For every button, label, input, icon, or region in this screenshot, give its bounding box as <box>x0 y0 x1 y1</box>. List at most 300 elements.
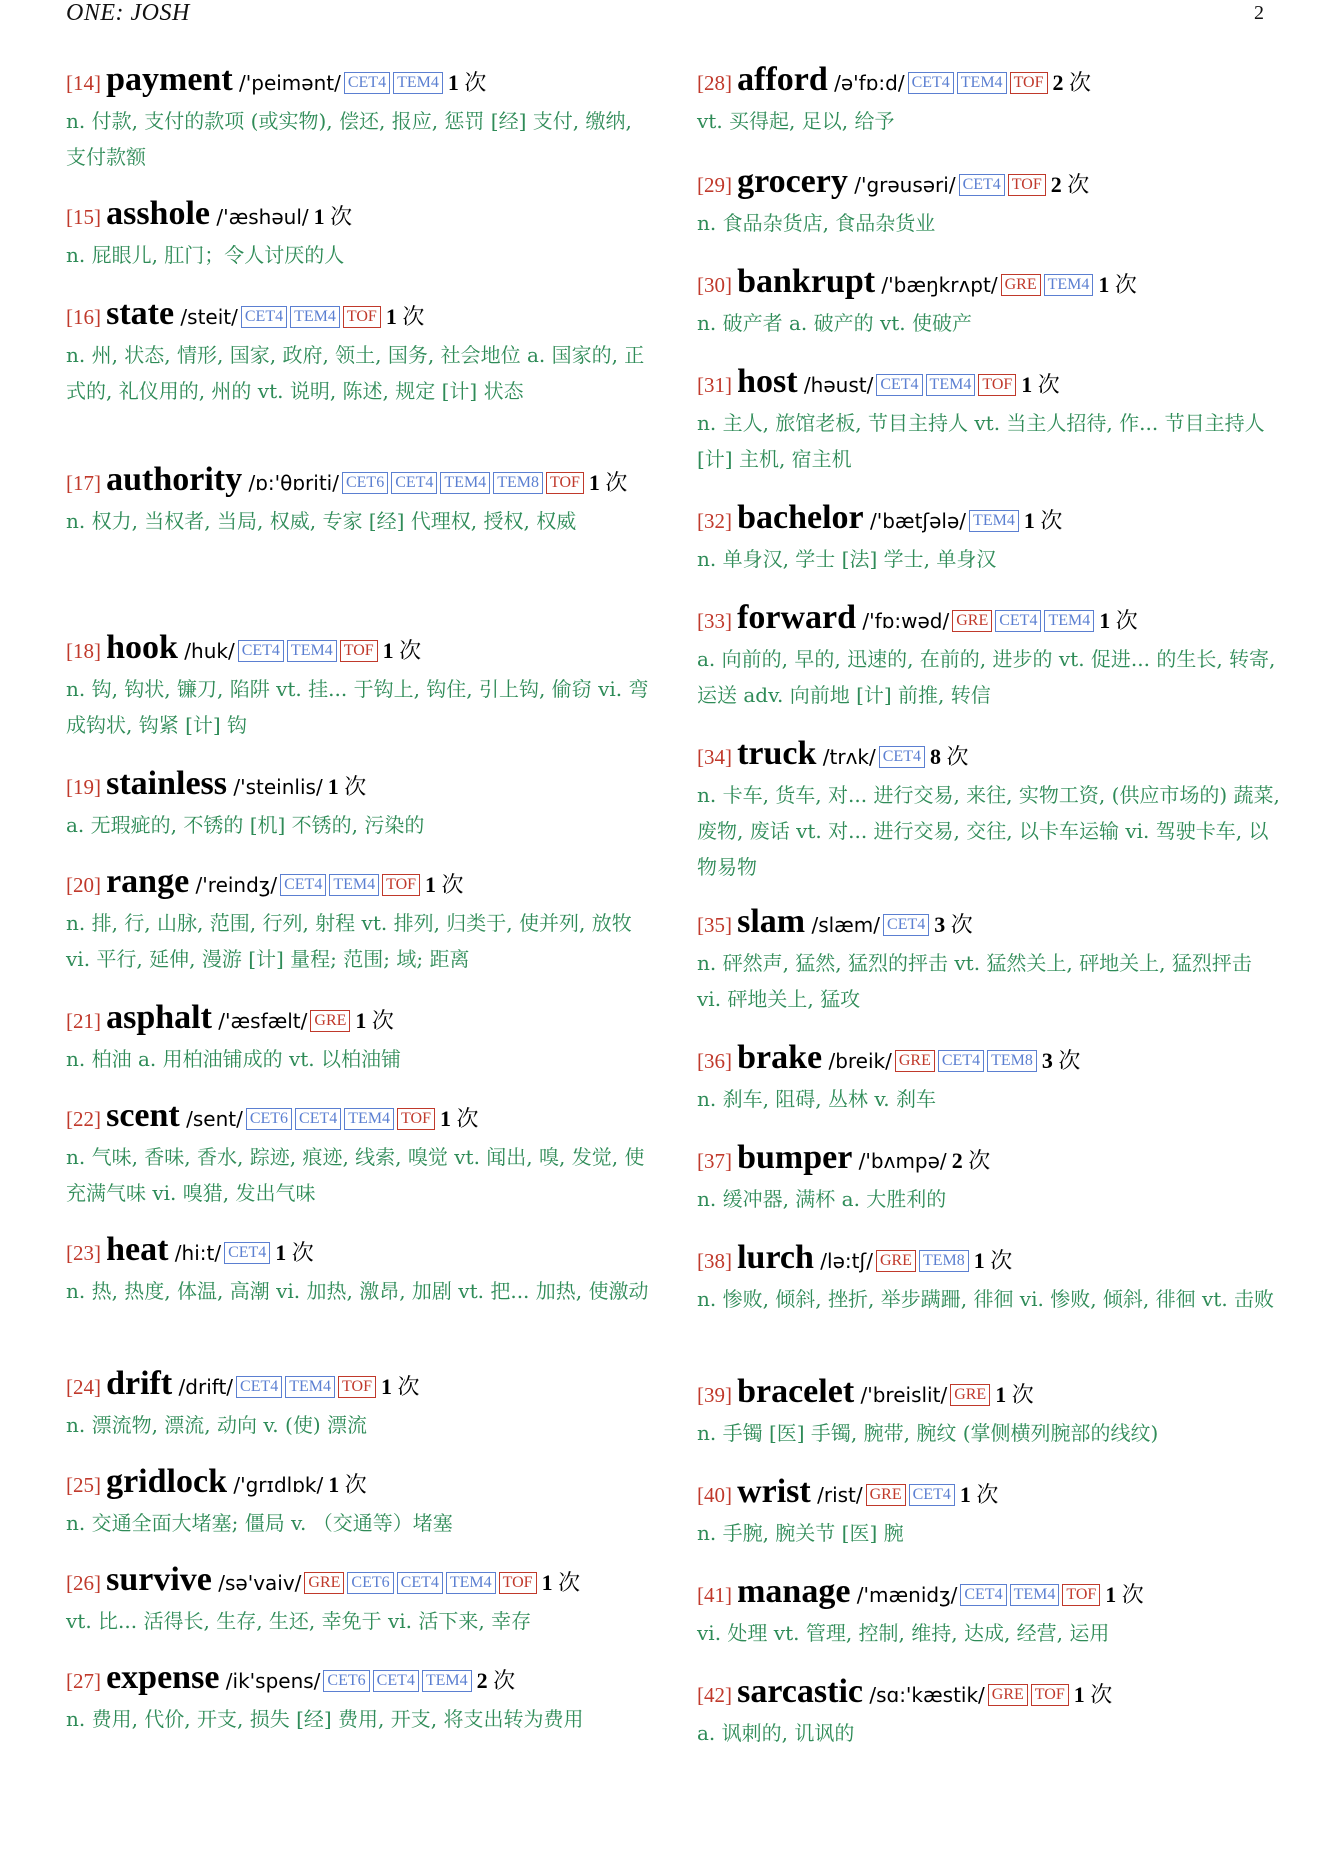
headword: forward <box>737 599 857 636</box>
count-value: 1 <box>541 1570 553 1595</box>
headword: drift <box>106 1365 173 1402</box>
occurrence-count <box>425 872 464 897</box>
headword: asshole <box>106 195 211 232</box>
entry-number: [39] <box>697 1383 732 1407</box>
count-value: 2 <box>951 1148 963 1173</box>
count-unit: 次 <box>393 638 422 663</box>
exam-tag: TEM4 <box>285 1376 335 1398</box>
count-value: 1 <box>973 1248 985 1273</box>
phonetic: /trʌk/ <box>816 745 876 769</box>
exam-tag: TEM4 <box>1010 1584 1060 1606</box>
occurrence-count <box>1021 372 1060 397</box>
definition: vi. 处理 vt. 管理, 控制, 维持, 达成, 经营, 运用 <box>697 1621 1110 1645</box>
count-value: 1 <box>313 204 325 229</box>
phonetic: /ɒ:'θɒriti/ <box>242 471 339 495</box>
count-unit: 次 <box>984 1248 1013 1273</box>
exam-tag: TEM4 <box>957 72 1007 94</box>
count-unit: 次 <box>1109 272 1137 297</box>
headword: range <box>106 863 190 900</box>
exam-tag: TEM4 <box>287 640 337 662</box>
definition: n. 破产者 a. 破产的 vt. 使破产 <box>697 311 972 335</box>
occurrence-count <box>589 470 628 495</box>
definition: vt. 买得起, 足以, 给予 <box>697 109 895 133</box>
count-unit: 次 <box>338 774 367 799</box>
headword: truck <box>737 735 817 772</box>
occurrence-count <box>448 70 487 95</box>
occurrence-count <box>1051 172 1090 197</box>
definition: n. 单身汉, 学士 [法] 学士, 单身汉 <box>697 547 997 571</box>
definition: vt. 比... 活得长, 生存, 生还, 幸免于 vi. 活下来, 幸存 <box>66 1609 532 1633</box>
exam-tag: CET4 <box>236 1376 282 1398</box>
exam-tag: CET4 <box>238 640 284 662</box>
occurrence-count <box>960 1482 999 1507</box>
vocab-entry <box>697 736 1282 885</box>
vocab-entry <box>697 1040 1282 1117</box>
exam-tag: TOF <box>382 874 420 896</box>
exam-tag: TOF <box>499 1572 537 1594</box>
exam-tag: GRE <box>876 1250 916 1272</box>
definition: n. 手腕, 腕关节 [医] 腕 <box>697 1521 904 1545</box>
occurrence-count <box>1105 1582 1144 1607</box>
count-unit: 次 <box>1034 508 1063 533</box>
entry-headline <box>697 736 1282 777</box>
definition: n. 卡车, 货车, 对... 进行交易, 来往, 实物工资, (供应市场的) 蔬菜, 废物, 废话 vt. 对... 进行交易, 交往, 以卡车运输 vi. 驾驶卡车, 以物易物 <box>697 783 1280 879</box>
headword: sarcastic <box>737 1673 863 1710</box>
count-unit: 次 <box>970 1482 999 1507</box>
phonetic: /'bætʃələ/ <box>863 509 967 533</box>
occurrence-count <box>355 1008 394 1033</box>
vocab-entry <box>66 462 651 539</box>
entry-headline <box>697 264 1282 305</box>
entry-number: [31] <box>697 373 732 397</box>
entry-number: [38] <box>697 1249 732 1273</box>
vocab-entry <box>66 1366 651 1443</box>
exam-tag: CET4 <box>960 1584 1006 1606</box>
running-header-title: ONE: JOSH <box>66 0 190 26</box>
occurrence-count <box>328 1472 367 1497</box>
headword: expense <box>106 1659 220 1696</box>
exam-tag: TOF <box>546 472 584 494</box>
entry-number: [36] <box>697 1049 732 1073</box>
count-value: 1 <box>439 1106 451 1131</box>
entry-headline <box>697 904 1282 945</box>
exam-tag: CET4 <box>344 72 390 94</box>
vocab-entry <box>697 62 1282 139</box>
vocab-entry <box>697 600 1282 713</box>
count-unit: 次 <box>391 1374 420 1399</box>
entry-number: [33] <box>697 609 732 633</box>
phonetic: /ə'fɒ:d/ <box>827 71 905 95</box>
entry-headline <box>66 1562 651 1603</box>
exam-tag: CET4 <box>224 1242 270 1264</box>
count-unit: 次 <box>1052 1048 1081 1073</box>
headword: asphalt <box>106 999 212 1036</box>
count-value: 3 <box>934 912 946 937</box>
headword: bracelet <box>737 1373 855 1410</box>
phonetic: /'grəusəri/ <box>847 173 956 197</box>
entry-number: [41] <box>697 1583 732 1607</box>
headword: payment <box>106 61 233 98</box>
entry-headline <box>66 462 651 503</box>
entry-number: [40] <box>697 1483 732 1507</box>
entry-headline <box>66 1232 651 1273</box>
count-value: 1 <box>1098 272 1110 297</box>
count-unit: 次 <box>1006 1382 1034 1407</box>
exam-tag: CET6 <box>323 1670 369 1692</box>
occurrence-count <box>930 744 969 769</box>
vocab-entry <box>66 1000 651 1077</box>
entry-headline <box>697 500 1282 541</box>
occurrence-count <box>934 912 973 937</box>
vocab-entry <box>66 296 651 409</box>
definition: a. 讽刺的, 讥讽的 <box>697 1721 855 1745</box>
count-value: 1 <box>447 70 459 95</box>
entry-headline <box>697 1040 1282 1081</box>
phonetic: /sɑ:'kæstik/ <box>862 1683 985 1707</box>
entry-number: [21] <box>66 1009 101 1033</box>
vocab-entry <box>697 1474 1282 1551</box>
headword: gridlock <box>106 1463 227 1500</box>
definition: n. 费用, 代价, 开支, 损失 [经] 费用, 开支, 将支出转为费用 <box>66 1707 584 1731</box>
count-unit: 次 <box>1032 372 1060 397</box>
exam-tag: CET6 <box>342 472 388 494</box>
vocab-entry <box>66 196 651 273</box>
entry-number: [42] <box>697 1683 732 1707</box>
entry-headline <box>66 766 651 807</box>
entry-headline <box>697 1474 1282 1515</box>
exam-tag: GRE <box>895 1050 935 1072</box>
occurrence-count <box>440 1106 479 1131</box>
headword: heat <box>106 1231 169 1268</box>
count-value: 1 <box>1021 372 1033 397</box>
definition: n. 主人, 旅馆老板, 节目主持人 vt. 当主人招待, 作... 节目主持人 [计] 主机, 宿主机 <box>697 411 1265 471</box>
headword: stainless <box>106 765 228 802</box>
occurrence-count <box>974 1248 1013 1273</box>
count-value: 1 <box>995 1382 1007 1407</box>
phonetic: /slæm/ <box>805 913 881 937</box>
count-unit: 次 <box>1084 1682 1113 1707</box>
occurrence-count <box>314 204 353 229</box>
vocab-entry <box>697 164 1282 241</box>
vocab-entry <box>66 1098 651 1211</box>
headword: bachelor <box>737 499 864 536</box>
count-value: 1 <box>1023 508 1035 533</box>
definition: n. 州, 状态, 情形, 国家, 政府, 领土, 国务, 社会地位 a. 国家的, 正式的, 礼仪用的, 州的 vt. 说明, 陈述, 规定 [计] 状态 <box>66 343 645 403</box>
occurrence-count <box>995 1382 1034 1407</box>
entry-number: [26] <box>66 1571 101 1595</box>
vocab-entry <box>66 1464 651 1541</box>
vocab-entry <box>66 630 651 743</box>
phonetic: /həust/ <box>797 373 874 397</box>
occurrence-count <box>952 1148 991 1173</box>
headword: state <box>106 295 175 332</box>
count-unit: 次 <box>1063 70 1092 95</box>
exam-tag: TEM4 <box>290 306 340 328</box>
exam-tag: TEM8 <box>987 1050 1037 1072</box>
exam-tag: TEM4 <box>1044 274 1094 296</box>
vocab-entry <box>697 1674 1282 1751</box>
count-value: 2 <box>476 1668 488 1693</box>
exam-tag: GRE <box>304 1572 344 1594</box>
exam-tag: CET4 <box>241 306 287 328</box>
vocab-entry <box>697 500 1282 577</box>
headword: wrist <box>737 1473 811 1510</box>
exam-tag: TEM8 <box>919 1250 969 1272</box>
phonetic: /'reindʒ/ <box>189 873 278 897</box>
definition: n. 屁眼儿, 肛门；令人讨厌的人 <box>66 243 345 267</box>
vocab-entry <box>697 364 1282 477</box>
occurrence-count <box>1099 608 1138 633</box>
entry-number: [27] <box>66 1669 101 1693</box>
count-value: 3 <box>1041 1048 1053 1073</box>
entry-number: [19] <box>66 775 101 799</box>
entry-number: [35] <box>697 913 732 937</box>
exam-tag: TOF <box>343 306 381 328</box>
entry-headline <box>697 1140 1282 1181</box>
exam-tag: CET4 <box>879 746 925 768</box>
count-unit: 次 <box>599 470 628 495</box>
occurrence-count <box>542 1570 581 1595</box>
exam-tag: CET4 <box>908 72 954 94</box>
exam-tag: TEM4 <box>393 72 443 94</box>
exam-tag: GRE <box>952 610 992 632</box>
entry-number: [34] <box>697 745 732 769</box>
definition: a. 无瑕疵的, 不锈的 [机] 不锈的, 污染的 <box>66 813 425 837</box>
definition: n. 砰然声, 猛然, 猛烈的抨击 vt. 猛然关上, 砰地关上, 猛烈抨击 vi. 砰地关上, 猛攻 <box>697 951 1252 1011</box>
vocab-entry <box>66 1660 651 1737</box>
exam-tag: CET4 <box>938 1050 984 1072</box>
count-unit: 次 <box>1110 608 1138 633</box>
headword: lurch <box>737 1239 814 1276</box>
definition: a. 向前的, 早的, 迅速的, 在前的, 进步的 vt. 促进... 的生长, 转寄, 运送 adv. 向前地 [计] 前推, 转信 <box>697 647 1276 707</box>
definition: n. 刹车, 阻碍, 丛林 v. 刹车 <box>697 1087 937 1111</box>
phonetic: /sə'vaiv/ <box>211 1571 302 1595</box>
entry-number: [32] <box>697 509 732 533</box>
occurrence-count <box>1074 1682 1113 1707</box>
count-value: 1 <box>355 1008 367 1033</box>
headword: host <box>737 363 798 400</box>
phonetic: /steit/ <box>174 305 238 329</box>
exam-tag: TEM4 <box>344 1108 394 1130</box>
count-value: 2 <box>1050 172 1062 197</box>
entry-headline <box>66 1366 651 1407</box>
exam-tag: TOF <box>340 640 378 662</box>
vocab-entry <box>697 1240 1282 1317</box>
headword: manage <box>737 1573 851 1610</box>
headword: scent <box>106 1097 180 1134</box>
exam-tag: TOF <box>1062 1584 1100 1606</box>
exam-tag: GRE <box>950 1384 990 1406</box>
exam-tag: TEM8 <box>493 472 543 494</box>
exam-tag: CET4 <box>295 1108 341 1130</box>
phonetic: /rist/ <box>810 1483 863 1507</box>
count-unit: 次 <box>962 1148 991 1173</box>
exam-tag: CET4 <box>909 1484 955 1506</box>
entry-headline <box>66 630 651 671</box>
vocab-entry <box>66 766 651 843</box>
count-unit: 次 <box>1061 172 1090 197</box>
entry-number: [18] <box>66 639 101 663</box>
entry-headline <box>697 600 1282 641</box>
count-unit: 次 <box>940 744 969 769</box>
exam-tag: TEM4 <box>446 1572 496 1594</box>
entry-number: [22] <box>66 1107 101 1131</box>
headword: afford <box>737 61 828 98</box>
count-unit: 次 <box>396 304 425 329</box>
exam-tag: CET4 <box>995 610 1041 632</box>
count-value: 2 <box>1052 70 1064 95</box>
count-unit: 次 <box>324 204 353 229</box>
vocab-entry <box>66 1562 651 1639</box>
exam-tag: TEM4 <box>329 874 379 896</box>
phonetic: /'breislit/ <box>854 1383 948 1407</box>
definition: n. 付款, 支付的款项 (或实物), 偿还, 报应, 惩罚 [经] 支付, 缴纳, 支付款额 <box>66 109 632 169</box>
count-value: 1 <box>425 872 437 897</box>
occurrence-count <box>1053 70 1092 95</box>
headword: authority <box>106 461 243 498</box>
entry-number: [23] <box>66 1241 101 1265</box>
count-unit: 次 <box>286 1240 314 1265</box>
count-unit: 次 <box>339 1472 367 1497</box>
entry-headline <box>66 196 651 237</box>
occurrence-count <box>1042 1048 1081 1073</box>
occurrence-count <box>328 774 367 799</box>
count-value: 1 <box>959 1482 971 1507</box>
count-value: 1 <box>385 304 397 329</box>
occurrence-count <box>275 1240 314 1265</box>
entry-number: [28] <box>697 71 732 95</box>
vocab-entry <box>697 904 1282 1017</box>
exam-tag: TOF <box>397 1108 435 1130</box>
phonetic: /ik'spens/ <box>219 1669 321 1693</box>
phonetic: /huk/ <box>177 639 235 663</box>
phonetic: /'æshəul/ <box>210 205 309 229</box>
definition: n. 柏油 a. 用柏油铺成的 vt. 以柏油铺 <box>66 1047 401 1071</box>
entry-number: [30] <box>697 273 732 297</box>
count-unit: 次 <box>436 872 464 897</box>
exam-tag: GRE <box>988 1684 1028 1706</box>
entry-number: [17] <box>66 471 101 495</box>
phonetic: /'æsfælt/ <box>211 1009 308 1033</box>
exam-tag: CET4 <box>397 1572 443 1594</box>
definition: n. 漂流物, 漂流, 动向 v. (使) 漂流 <box>66 1413 367 1437</box>
headword: brake <box>737 1039 823 1076</box>
entry-number: [24] <box>66 1375 101 1399</box>
exam-tag: TOF <box>1010 72 1048 94</box>
exam-tag: GRE <box>1001 274 1041 296</box>
entry-number: [25] <box>66 1473 101 1497</box>
exam-tag: CET6 <box>347 1572 393 1594</box>
definition: n. 手镯 [医] 手镯, 腕带, 腕纹 (掌侧横列腕部的线纹) <box>697 1421 1159 1445</box>
exam-tag: CET4 <box>959 174 1005 196</box>
definition: n. 热, 热度, 体温, 高潮 vi. 加热, 激昂, 加剧 vt. 把... 加热, 使激动 <box>66 1279 649 1303</box>
exam-tag: CET4 <box>876 374 922 396</box>
headword: slam <box>737 903 806 940</box>
phonetic: /'mænidʒ/ <box>850 1583 958 1607</box>
phonetic: /'bʌmpə/ <box>852 1149 947 1173</box>
definition: n. 权力, 当权者, 当局, 权威, 专家 [经] 代理权, 授权, 权威 <box>66 509 577 533</box>
definition: n. 缓冲器, 满杯 a. 大胜利的 <box>697 1187 947 1211</box>
entry-number: [37] <box>697 1149 732 1173</box>
count-value: 1 <box>382 638 394 663</box>
exam-tag: TOF <box>1031 1684 1069 1706</box>
count-value: 1 <box>380 1374 392 1399</box>
count-unit: 次 <box>945 912 973 937</box>
phonetic: /hi:t/ <box>168 1241 222 1265</box>
vocab-entry <box>66 1232 651 1309</box>
entry-number: [20] <box>66 873 101 897</box>
count-value: 1 <box>1073 1682 1085 1707</box>
entry-number: [16] <box>66 305 101 329</box>
entry-headline <box>697 1574 1282 1615</box>
headword: hook <box>106 629 178 666</box>
headword: grocery <box>737 163 848 200</box>
exam-tag: CET4 <box>373 1670 419 1692</box>
vocab-entry <box>697 1574 1282 1651</box>
entry-headline <box>66 864 651 905</box>
definition: n. 排, 行, 山脉, 范围, 行列, 射程 vt. 排列, 归类于, 使并列, 放牧 vi. 平行, 延伸, 漫游 [计] 量程; 范围; 域; 距离 <box>66 911 632 971</box>
exam-tag: TEM4 <box>1044 610 1094 632</box>
entry-headline <box>697 62 1282 103</box>
occurrence-count <box>1098 272 1137 297</box>
entry-headline <box>697 1674 1282 1715</box>
definition: n. 气味, 香味, 香水, 踪迹, 痕迹, 线索, 嗅觉 vt. 闻出, 嗅, 发觉, 使充满气味 vi. 嗅猎, 发出气味 <box>66 1145 645 1205</box>
exam-tag: TEM4 <box>422 1670 472 1692</box>
count-value: 1 <box>328 1472 340 1497</box>
occurrence-count <box>477 1668 516 1693</box>
occurrence-count <box>381 1374 420 1399</box>
definition: n. 惨败, 倾斜, 挫折, 举步蹒跚, 徘徊 vi. 惨败, 倾斜, 徘徊 vt. 击败 <box>697 1287 1275 1311</box>
phonetic: /'bæŋkrʌpt/ <box>875 273 998 297</box>
count-unit: 次 <box>450 1106 479 1131</box>
phonetic: /drift/ <box>172 1375 234 1399</box>
entry-number: [14] <box>66 71 101 95</box>
exam-tag: TEM4 <box>969 510 1019 532</box>
phonetic: /breik/ <box>822 1049 892 1073</box>
count-value: 8 <box>929 744 941 769</box>
entry-headline <box>697 164 1282 205</box>
count-value: 1 <box>588 470 600 495</box>
entry-headline <box>66 1464 651 1505</box>
entry-headline <box>697 1240 1282 1281</box>
occurrence-count <box>1024 508 1063 533</box>
entry-headline <box>697 1374 1282 1415</box>
entry-headline <box>697 364 1282 405</box>
vocab-entry <box>697 1140 1282 1217</box>
exam-tag: TOF <box>338 1376 376 1398</box>
exam-tag: TOF <box>978 374 1016 396</box>
count-value: 1 <box>275 1240 287 1265</box>
entry-headline <box>66 1000 651 1041</box>
phonetic: /'steinlis/ <box>227 775 323 799</box>
count-unit: 次 <box>458 70 487 95</box>
definition: n. 钩, 钩状, 镰刀, 陷阱 vt. 挂... 于钩上, 钩住, 引上钩, 偷窃 vi. 弯成钩状, 钩紧 [计] 钩 <box>66 677 649 737</box>
headword: bumper <box>737 1139 853 1176</box>
vocab-entry <box>697 264 1282 341</box>
phonetic: /lə:tʃ/ <box>813 1249 873 1273</box>
count-value: 1 <box>1105 1582 1117 1607</box>
vocab-entry <box>66 864 651 977</box>
entry-headline <box>66 1098 651 1139</box>
phonetic: /sent/ <box>179 1107 243 1131</box>
count-value: 1 <box>327 774 339 799</box>
entry-headline <box>66 1660 651 1701</box>
page-number: 2 <box>1254 2 1264 24</box>
exam-tag: CET6 <box>246 1108 292 1130</box>
count-unit: 次 <box>366 1008 394 1033</box>
headword: survive <box>106 1561 212 1598</box>
exam-tag: CET4 <box>391 472 437 494</box>
